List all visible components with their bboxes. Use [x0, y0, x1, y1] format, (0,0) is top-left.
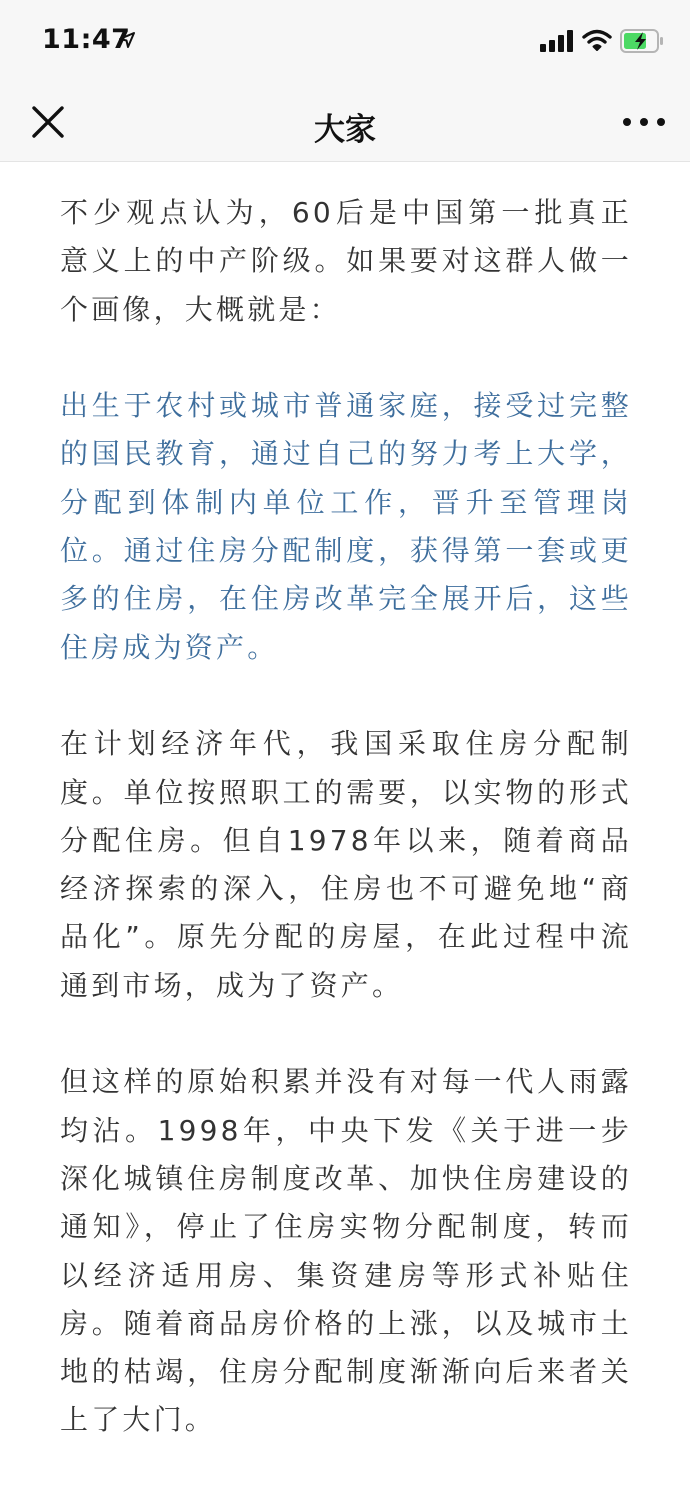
location-arrow-icon	[118, 31, 136, 49]
nav-bar	[0, 84, 690, 162]
article-paragraph: 在计划经济年代，我国采取住房分配制度。单位按照职工的需要，以实物的形式分配住房。但自1978年以来，随着商品经济探索的深入，住房也不可避免地“商品化”。原先分配的房屋，在此过程中流通到市场，成为了资产。	[60, 727, 632, 1002]
article-paragraph: 不少观点认为，60后是中国第一批真正意义上的中产阶级。如果要对这群人做一个画像，大概就是：	[60, 196, 632, 326]
article-paragraph: 但这样的原始积累并没有对每一代人雨露均沾。1998年，中央下发《关于进一步深化城镇住房制度改革、加快住房建设的通知》，停止了住房实物分配制度，转而以经济适用房、集资建房等形式补贴住房。随着商品房价格的上涨，以及城市土地的枯竭，住房分配制度渐渐向后来者关上了大门。	[60, 1065, 632, 1437]
more-dots-icon[interactable]	[622, 112, 666, 132]
wifi-icon	[582, 28, 612, 52]
page-title: 大家	[314, 112, 376, 148]
status-bar	[0, 0, 690, 84]
battery-charging-icon	[620, 29, 664, 53]
article-paragraph-highlight: 出生于农村或城市普通家庭，接受过完整的国民教育，通过自己的努力考上大学，分配到体制内单位工作，晋升至管理岗位。通过住房分配制度，获得第一套或更多的住房，在住房改革完全展开后，这些住房成为资产。	[60, 389, 632, 664]
cellular-signal-icon	[540, 30, 574, 52]
status-time: 11:47	[42, 24, 131, 55]
article-body	[60, 189, 632, 1493]
